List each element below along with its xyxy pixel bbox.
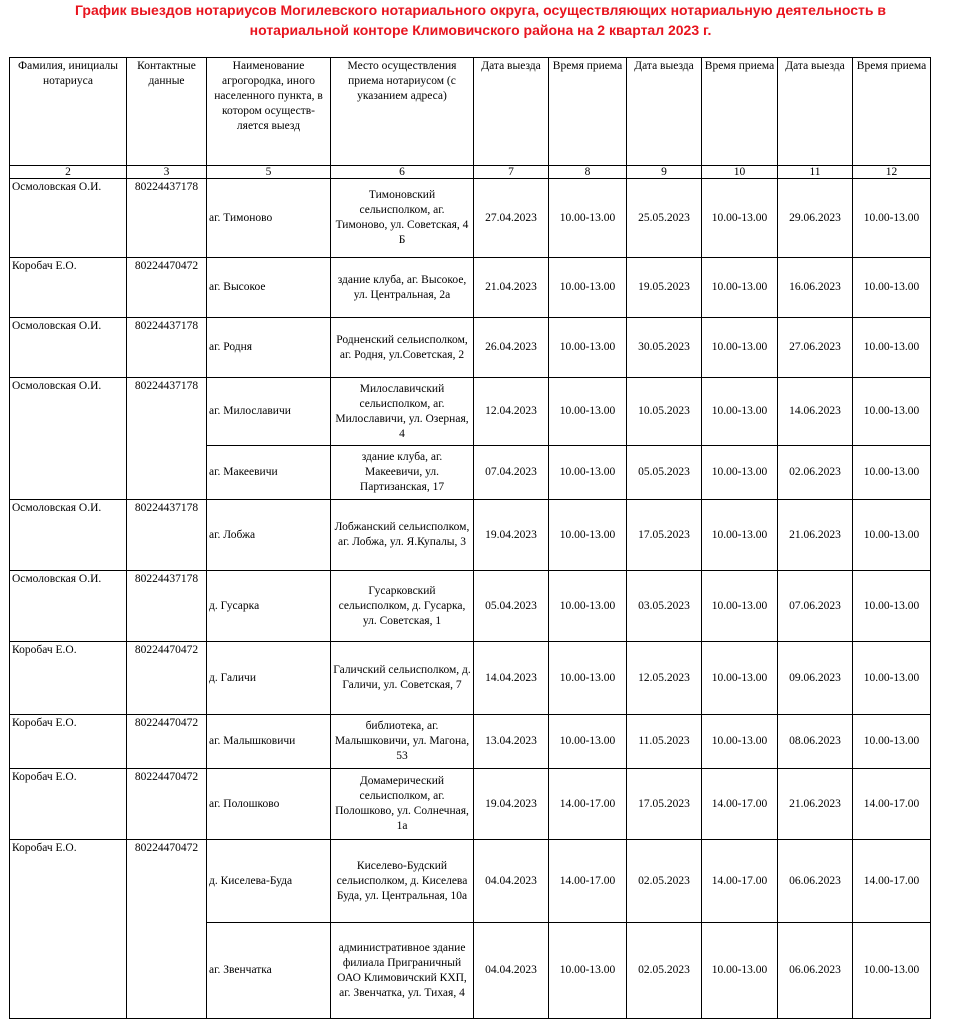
- settlement-name: аг. Тимоново: [207, 179, 331, 258]
- reception-time: 10.00-13.00: [702, 642, 778, 715]
- column-number: 8: [549, 166, 627, 179]
- settlement-name: аг. Милославичи: [207, 378, 331, 446]
- reception-time: 10.00-13.00: [853, 378, 931, 446]
- visit-date: 29.06.2023: [778, 179, 853, 258]
- reception-address: Родненский сельисполком, аг. Родня, ул.Советская, 2: [331, 318, 474, 378]
- reception-time: 10.00-13.00: [853, 500, 931, 571]
- table-row: [10, 642, 931, 715]
- reception-address: Милославичский сельисполком, аг. Милославичи, ул. Озерная, 4: [331, 378, 474, 446]
- settlement-name: аг. Лобжа: [207, 500, 331, 571]
- reception-address: административное здание филиала Приграничный ОАО Климовичский КХП, аг. Звенчатка, ул. Тихая, 4: [331, 923, 474, 1019]
- reception-address: Галичский сельисполком, д. Галичи, ул. Советская, 7: [331, 642, 474, 715]
- visit-date: 13.04.2023: [474, 715, 549, 769]
- reception-time: 10.00-13.00: [702, 571, 778, 642]
- reception-time: 10.00-13.00: [853, 715, 931, 769]
- visit-date: 03.05.2023: [627, 571, 702, 642]
- header-date-3: Дата выезда: [778, 58, 853, 166]
- reception-time: 10.00-13.00: [702, 715, 778, 769]
- visit-date: 08.06.2023: [778, 715, 853, 769]
- table-row: [10, 500, 931, 571]
- column-number: 7: [474, 166, 549, 179]
- column-number: 10: [702, 166, 778, 179]
- reception-address: здание клуба, аг. Макеевичи, ул. Партизанская, 17: [331, 446, 474, 500]
- visit-date: 05.04.2023: [474, 571, 549, 642]
- table-row: [10, 840, 931, 923]
- visit-date: 14.06.2023: [778, 378, 853, 446]
- visit-date: 06.06.2023: [778, 840, 853, 923]
- reception-time: 10.00-13.00: [702, 446, 778, 500]
- reception-time: 10.00-13.00: [702, 318, 778, 378]
- reception-time: 10.00-13.00: [549, 923, 627, 1019]
- notary-name: Осмоловская О.И.: [10, 571, 127, 642]
- visit-date: 25.05.2023: [627, 179, 702, 258]
- reception-time: 14.00-17.00: [549, 840, 627, 923]
- table-row: [10, 179, 931, 258]
- reception-address: Гусарковский сельисполком, д. Гусарка, ул. Советская, 1: [331, 571, 474, 642]
- visit-date: 09.06.2023: [778, 642, 853, 715]
- settlement-name: аг. Полошково: [207, 769, 331, 840]
- reception-time: 10.00-13.00: [853, 258, 931, 318]
- column-number: 2: [10, 166, 127, 179]
- visit-date: 16.06.2023: [778, 258, 853, 318]
- reception-time: 10.00-13.00: [549, 571, 627, 642]
- header-time-3: Время приема: [853, 58, 931, 166]
- visit-date: 17.05.2023: [627, 769, 702, 840]
- header-address: Место осуществления приема нотариусом (с указанием адреса): [331, 58, 474, 166]
- visit-date: 21.06.2023: [778, 500, 853, 571]
- notary-name: Осмоловская О.И.: [10, 179, 127, 258]
- reception-time: 10.00-13.00: [853, 318, 931, 378]
- reception-time: 10.00-13.00: [702, 258, 778, 318]
- visit-date: 21.06.2023: [778, 769, 853, 840]
- visit-date: 19.05.2023: [627, 258, 702, 318]
- visit-date: 06.06.2023: [778, 923, 853, 1019]
- visit-date: 12.05.2023: [627, 642, 702, 715]
- reception-time: 10.00-13.00: [702, 500, 778, 571]
- visit-date: 07.06.2023: [778, 571, 853, 642]
- visit-date: 19.04.2023: [474, 769, 549, 840]
- contact-phone: 80224470472: [127, 642, 207, 715]
- reception-time: 10.00-13.00: [702, 378, 778, 446]
- reception-time: 10.00-13.00: [549, 318, 627, 378]
- reception-time: 14.00-17.00: [702, 769, 778, 840]
- settlement-name: д. Галичи: [207, 642, 331, 715]
- notary-name: Осмоловская О.И.: [10, 378, 127, 500]
- reception-time: 10.00-13.00: [549, 378, 627, 446]
- reception-time: 10.00-13.00: [853, 642, 931, 715]
- notary-name: Осмоловская О.И.: [10, 500, 127, 571]
- contact-phone: 80224470472: [127, 840, 207, 1019]
- header-place: Наименование агрогородка, иного населенного пункта, в котором осуществ-ляется выезд: [207, 58, 331, 166]
- column-number: 6: [331, 166, 474, 179]
- settlement-name: д. Киселева-Буда: [207, 840, 331, 923]
- notary-name: Коробач Е.О.: [10, 769, 127, 840]
- reception-time: 10.00-13.00: [549, 642, 627, 715]
- reception-address: Лобжанский сельисполком, аг. Лобжа, ул. Я.Купалы, 3: [331, 500, 474, 571]
- visit-date: 11.05.2023: [627, 715, 702, 769]
- table-row: [10, 715, 931, 769]
- notary-name: Коробач Е.О.: [10, 258, 127, 318]
- reception-time: 10.00-13.00: [853, 179, 931, 258]
- contact-phone: 80224437178: [127, 179, 207, 258]
- visit-date: 04.04.2023: [474, 923, 549, 1019]
- document-title: [0, 0, 961, 40]
- column-number: 9: [627, 166, 702, 179]
- contact-phone: 80224470472: [127, 258, 207, 318]
- reception-address: Тимоновский сельисполком, аг. Тимоново, ул. Советская, 4 Б: [331, 179, 474, 258]
- visit-date: 27.04.2023: [474, 179, 549, 258]
- visit-date: 19.04.2023: [474, 500, 549, 571]
- visit-date: 21.04.2023: [474, 258, 549, 318]
- contact-phone: 80224470472: [127, 715, 207, 769]
- visit-date: 10.05.2023: [627, 378, 702, 446]
- settlement-name: аг. Малышковичи: [207, 715, 331, 769]
- reception-time: 10.00-13.00: [853, 571, 931, 642]
- notary-name: Коробач Е.О.: [10, 840, 127, 1019]
- header-notary: Фамилия, инициалы нотариуса: [10, 58, 127, 166]
- contact-phone: 80224437178: [127, 571, 207, 642]
- reception-time: 10.00-13.00: [549, 500, 627, 571]
- settlement-name: аг. Макеевичи: [207, 446, 331, 500]
- visit-date: 12.04.2023: [474, 378, 549, 446]
- visit-date: 05.05.2023: [627, 446, 702, 500]
- title-line-1: График выездов нотариусов Могилевского нотариального округа, осуществляющих нотариальную деятельность в: [75, 2, 886, 18]
- reception-time: 14.00-17.00: [853, 840, 931, 923]
- settlement-name: аг. Родня: [207, 318, 331, 378]
- table-row: [10, 769, 931, 840]
- column-number: 5: [207, 166, 331, 179]
- visit-date: 02.05.2023: [627, 923, 702, 1019]
- reception-time: 10.00-13.00: [702, 923, 778, 1019]
- settlement-name: аг. Звенчатка: [207, 923, 331, 1019]
- contact-phone: 80224437178: [127, 378, 207, 500]
- header-contacts: Контактные данные: [127, 58, 207, 166]
- reception-address: библиотека, аг. Малышковичи, ул. Магона, 53: [331, 715, 474, 769]
- reception-address: Домамерический сельисполком, аг. Полошково, ул. Солнечная, 1а: [331, 769, 474, 840]
- reception-address: здание клуба, аг. Высокое, ул. Центральная, 2а: [331, 258, 474, 318]
- notary-name: Коробач Е.О.: [10, 642, 127, 715]
- contact-phone: 80224470472: [127, 769, 207, 840]
- table-row: [10, 378, 931, 446]
- reception-time: 10.00-13.00: [702, 179, 778, 258]
- visit-date: 04.04.2023: [474, 840, 549, 923]
- contact-phone: 80224437178: [127, 500, 207, 571]
- visit-date: 14.04.2023: [474, 642, 549, 715]
- column-number-row: [10, 166, 931, 179]
- visit-date: 26.04.2023: [474, 318, 549, 378]
- reception-time: 14.00-17.00: [549, 769, 627, 840]
- reception-time: 10.00-13.00: [549, 179, 627, 258]
- reception-time: 10.00-13.00: [853, 446, 931, 500]
- column-number: 11: [778, 166, 853, 179]
- visit-date: 27.06.2023: [778, 318, 853, 378]
- table-row: [10, 571, 931, 642]
- visit-date: 17.05.2023: [627, 500, 702, 571]
- title-line-2: нотариальной конторе Климовичского района на 2 квартал 2023 г.: [249, 22, 712, 38]
- notary-name: Коробач Е.О.: [10, 715, 127, 769]
- header-row: [10, 58, 931, 166]
- visit-date: 02.05.2023: [627, 840, 702, 923]
- notary-name: Осмоловская О.И.: [10, 318, 127, 378]
- schedule-table: [9, 57, 931, 1019]
- visit-date: 07.04.2023: [474, 446, 549, 500]
- column-number: 3: [127, 166, 207, 179]
- settlement-name: д. Гусарка: [207, 571, 331, 642]
- reception-time: 10.00-13.00: [549, 446, 627, 500]
- header-time-2: Время приема: [702, 58, 778, 166]
- contact-phone: 80224437178: [127, 318, 207, 378]
- reception-address: Киселево-Будский сельисполком, д. Киселева Буда, ул. Центральная, 10а: [331, 840, 474, 923]
- column-number: 12: [853, 166, 931, 179]
- header-time-1: Время приема: [549, 58, 627, 166]
- header-date-1: Дата выезда: [474, 58, 549, 166]
- reception-time: 10.00-13.00: [853, 923, 931, 1019]
- reception-time: 14.00-17.00: [853, 769, 931, 840]
- visit-date: 02.06.2023: [778, 446, 853, 500]
- table-row: [10, 318, 931, 378]
- table-row: [10, 258, 931, 318]
- reception-time: 10.00-13.00: [549, 258, 627, 318]
- settlement-name: аг. Высокое: [207, 258, 331, 318]
- reception-time: 10.00-13.00: [549, 715, 627, 769]
- visit-date: 30.05.2023: [627, 318, 702, 378]
- header-date-2: Дата выезда: [627, 58, 702, 166]
- reception-time: 14.00-17.00: [702, 840, 778, 923]
